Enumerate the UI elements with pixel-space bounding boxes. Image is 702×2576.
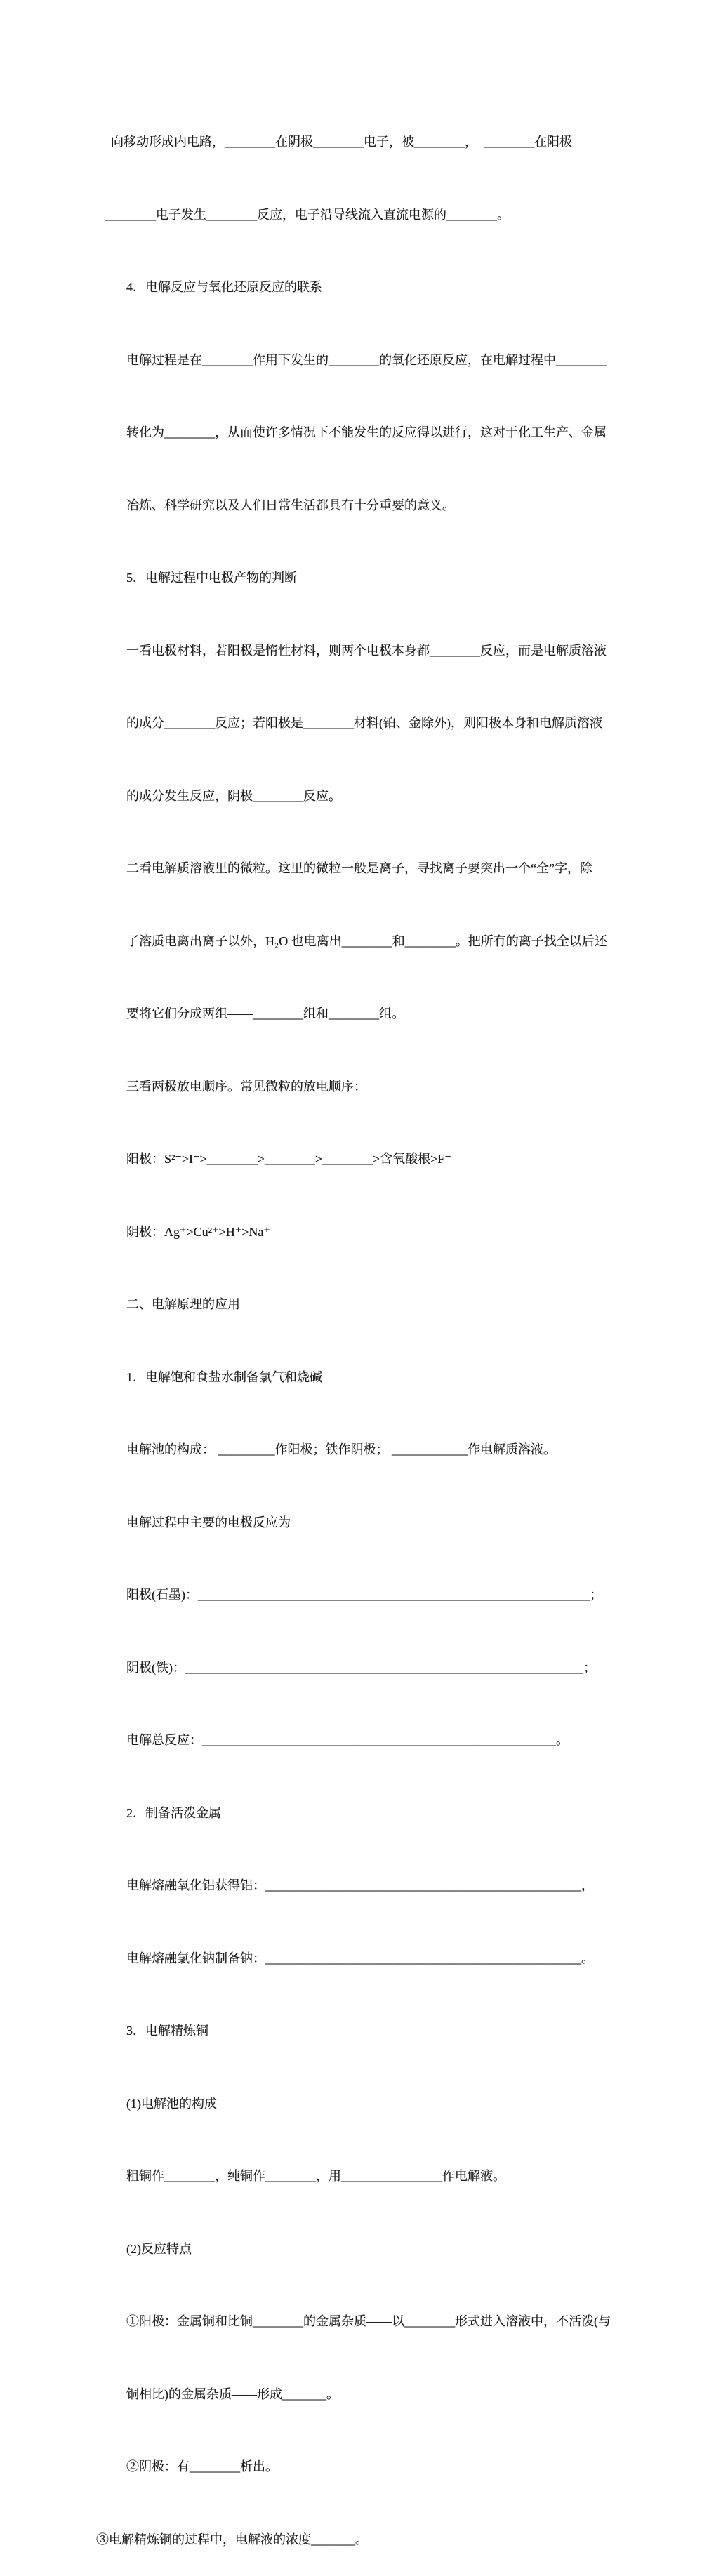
text-line: 要将它们分成两组——________组和________组。 — [126, 1007, 404, 1021]
blank-equation-line: 阴极(铁)：_______________________________________________________________； — [126, 1660, 596, 1675]
blank-equation-line: 电解熔融氧化铝获得铝：__________________________________________________， — [126, 1878, 594, 1892]
text-line: ________电子发生________反应，电子沿导线流入直流电源的________。 — [105, 207, 510, 222]
text-line: 二看电解质溶液里的微粒。这里的微粒一般是离子，寻找离子要突出一个“全”字，除 — [126, 861, 592, 875]
text-line: 向移动形成内电路，________在阴极________电子，被________， ________在阳极 — [111, 135, 572, 149]
text-line: ①阳极：金属铜和比铜________的金属杂质——以________形式进入溶液中，不活泼(与 — [126, 2314, 611, 2328]
blank-equation-line: 电解总反应：________________________________________________________。 — [126, 1733, 569, 1747]
text-line: 了溶质电离出离子以外，H₂O 也电离出________和________。把所有的离子找全以后还 — [126, 934, 607, 948]
text-line: 冶炼、科学研究以及人们日常生活都具有十分重要的意义。 — [126, 498, 455, 512]
text-line: 电解过程是在________作用下发生的________的氧化还原反应，在电解过程中________ — [126, 352, 607, 367]
discharge-order-anode-line: 阳极：S²⁻>I⁻>________>________>________>含氧酸根>F⁻ — [126, 1152, 451, 1166]
section-heading-line: 4．电解反应与氧化还原反应的联系 — [126, 280, 322, 294]
section-heading-line: 1．电解饱和食盐水制备氯气和烧碱 — [126, 1369, 322, 1384]
text-line: 铜相比)的金属杂质——形成_______。 — [126, 2386, 339, 2401]
blank-equation-line: 阳极(石墨)：______________________________________________________________； — [126, 1588, 602, 1602]
text-line: 的成分发生反应，阴极________反应。 — [126, 788, 341, 803]
blank-equation-line: 电解熔融氯化钠制备钠：__________________________________________________。 — [126, 1951, 594, 1965]
subsection-heading-line: (1)电解池的构成 — [126, 2096, 217, 2111]
section-heading-line: 5．电解过程中电极产物的判断 — [126, 571, 297, 585]
text-line: 电解过程中主要的电极反应为 — [126, 1515, 291, 1529]
text-line: ②阴极：有________析出。 — [126, 2459, 278, 2474]
discharge-order-cathode-line: 阴极：Ag⁺>Cu²⁺>H⁺>Na⁺ — [126, 1224, 270, 1239]
text-line: 电解池的构成： _________作阳极；铁作阴极； ____________作电解质溶液。 — [126, 1442, 556, 1456]
text-line: 转化为________，从而使许多情况下不能发生的反应得以进行，这对于化工生产、金属 — [126, 425, 607, 439]
text-line: 一看电极材料，若阳极是惰性材料，则两个电极本身都________反应，而是电解质溶液 — [126, 643, 607, 658]
text-line: 粗铜作________，纯铜作________，用________________作电解液。 — [126, 2169, 505, 2183]
text-line: ③电解精炼铜的过程中，电解液的浓度_______。 — [96, 2532, 368, 2547]
text-line: 三看两极放电顺序。常见微粒的放电顺序： — [126, 1079, 366, 1094]
text-line: 的成分________反应；若阳极是________材料(铂、金除外)，则阳极本身和电解质溶液 — [126, 716, 602, 730]
subsection-heading-line: (2)反应特点 — [126, 2241, 192, 2256]
section-heading-line: 2．制备活泼金属 — [126, 1805, 221, 1820]
section-heading-line: 3．电解精炼铜 — [126, 2024, 208, 2038]
section-heading-line: 二、电解原理的应用 — [126, 1297, 240, 1311]
